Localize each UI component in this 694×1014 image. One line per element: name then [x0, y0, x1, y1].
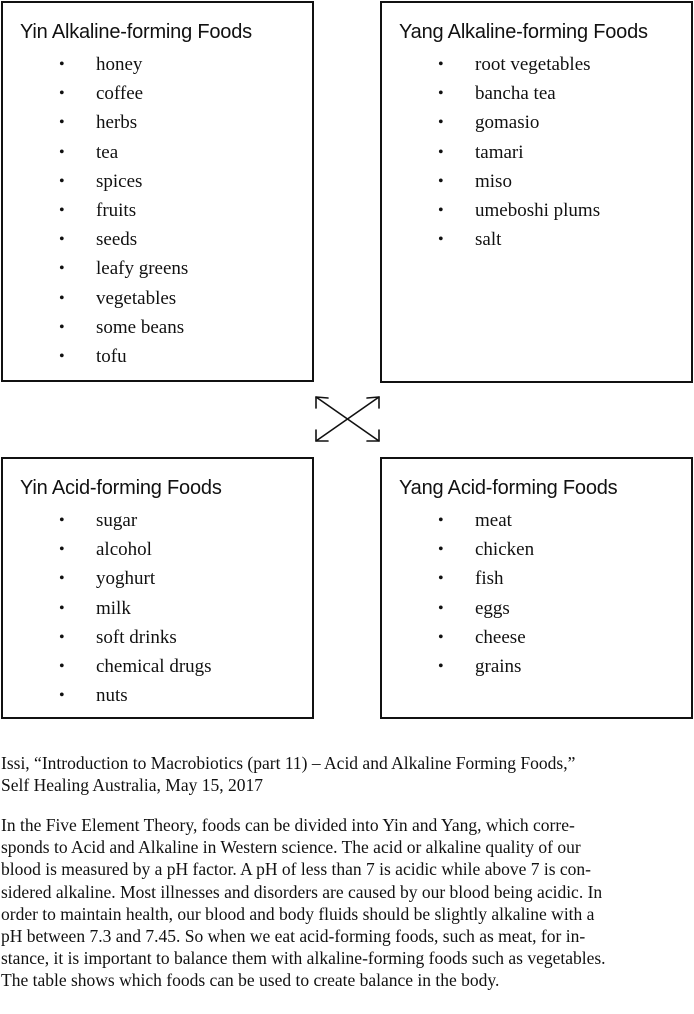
citation-line: Self Healing Australia, May 15, 2017: [1, 775, 263, 795]
list-item: [3, 594, 312, 623]
food-item: bancha tea: [475, 83, 556, 105]
food-item: tea: [96, 141, 119, 163]
yang-acid-foods-box: [380, 457, 693, 719]
bullet: •: [59, 657, 65, 675]
bullet: •: [59, 687, 65, 705]
food-list: [3, 50, 312, 371]
paragraph-line: sidered alkaline. Most illnesses and disorders are caused by our blood being acidic. In: [1, 881, 603, 902]
food-list: [382, 50, 691, 254]
bullet: •: [438, 56, 444, 73]
food-item: umeboshi plums: [475, 199, 601, 221]
list-item: [382, 652, 691, 681]
food-item: salt: [475, 229, 502, 251]
list-item: [3, 138, 312, 167]
food-item: yoghurt: [96, 568, 156, 590]
list-item: [3, 284, 312, 313]
food-item: some beans: [96, 316, 185, 338]
list-item: [382, 167, 691, 196]
bullet: •: [438, 512, 444, 529]
food-item: chemical drugs: [96, 655, 212, 677]
bullet: •: [438, 172, 444, 190]
box-title: Yin Acid-forming Foods: [20, 477, 222, 499]
bullet: •: [59, 347, 65, 365]
list-item: [3, 564, 312, 593]
food-item: spices: [96, 170, 143, 192]
bullet: •: [59, 318, 65, 336]
paragraph-line: blood is measured by a pH factor. A pH of less than 7 is acidic while above 7 is con-: [1, 859, 592, 880]
list-item: [382, 138, 691, 167]
food-item: meat: [475, 510, 512, 531]
list-item: [3, 225, 312, 254]
list-item: [382, 79, 691, 108]
citation-line: Issi, “Introduction to Macrobiotics (part 11) – Acid and Alkaline Forming Foods,”: [1, 753, 576, 773]
bullet: •: [59, 260, 65, 278]
list-item: [3, 167, 312, 196]
list-item: [382, 225, 691, 254]
food-item: milk: [96, 597, 131, 619]
list-item: [3, 50, 312, 79]
food-item: honey: [96, 54, 143, 75]
paragraph-line: The table shows which foods can be used to create balance in the body.: [1, 970, 500, 991]
yang-alkaline-foods-box: [380, 1, 693, 383]
bullet: •: [59, 599, 65, 617]
bullet: •: [438, 657, 444, 675]
list-item: [382, 196, 691, 225]
bullet: •: [59, 289, 65, 307]
bullet: •: [59, 85, 65, 103]
bullet: •: [438, 541, 444, 559]
food-item: seeds: [96, 229, 138, 251]
list-item: [382, 535, 691, 564]
source-citation: [1, 752, 691, 796]
bullet: •: [438, 599, 444, 617]
list-item: [382, 564, 691, 593]
bullet: •: [59, 231, 65, 249]
box-title: Yang Alkaline-forming Foods: [399, 21, 648, 43]
list-item: [382, 108, 691, 137]
food-item: root vegetables: [475, 54, 591, 75]
paragraph-line: sponds to Acid and Alkaline in Western science. The acid or alkaline quality of our: [1, 837, 581, 858]
bullet: •: [438, 570, 444, 588]
food-item: tamari: [475, 141, 524, 163]
food-item: cheese: [475, 626, 526, 648]
list-item: [3, 254, 312, 283]
food-item: eggs: [475, 597, 510, 619]
food-item: vegetables: [96, 287, 177, 309]
paragraph-line: order to maintain health, our blood and body fluids should be slightly alkaline with a: [1, 903, 595, 924]
food-item: alcohol: [96, 539, 152, 561]
bullet: •: [59, 541, 65, 559]
list-item: [3, 313, 312, 342]
food-item: gomasio: [475, 112, 540, 134]
food-item: herbs: [96, 112, 138, 134]
food-item: grains: [475, 655, 522, 677]
paragraph-line: In the Five Element Theory, foods can be divided into Yin and Yang, which corre-: [1, 815, 575, 835]
bullet: •: [438, 628, 444, 646]
paragraph-line: pH between 7.3 and 7.45. So when we eat acid-forming foods, such as meat, for in-: [1, 926, 586, 947]
bullet: •: [59, 56, 65, 73]
list-item: [382, 506, 691, 535]
food-item: soft drinks: [96, 626, 177, 648]
list-item: [3, 623, 312, 652]
list-item: [382, 623, 691, 652]
list-item: [3, 681, 312, 710]
food-item: coffee: [96, 83, 144, 105]
bullet: •: [59, 512, 65, 529]
list-item: [3, 506, 312, 535]
food-item: tofu: [96, 345, 127, 367]
body-paragraph: [1, 814, 691, 992]
bullet: •: [59, 143, 65, 161]
list-item: [3, 342, 312, 371]
bullet: •: [438, 85, 444, 103]
list-item: [3, 108, 312, 137]
food-list: [3, 506, 312, 710]
bullet: •: [438, 201, 444, 219]
yin-acid-foods-box: [1, 457, 314, 719]
box-title: Yin Alkaline-forming Foods: [20, 21, 252, 43]
yin-alkaline-foods-box: [1, 1, 314, 382]
crossed-arrows-icon: [300, 385, 395, 455]
bullet: •: [438, 114, 444, 132]
food-item: fish: [475, 568, 504, 590]
box-title: Yang Acid-forming Foods: [399, 477, 618, 499]
bullet: •: [438, 143, 444, 161]
bullet: •: [59, 114, 65, 132]
bullet: •: [59, 201, 65, 219]
list-item: [382, 594, 691, 623]
list-item: [3, 652, 312, 681]
food-item: chicken: [475, 539, 535, 561]
food-item: miso: [475, 170, 512, 192]
food-item: leafy greens: [96, 258, 189, 280]
paragraph-line: stance, it is important to balance them with alkaline-forming foods such as vegetables.: [1, 948, 606, 969]
bullet: •: [59, 172, 65, 190]
food-item: fruits: [96, 199, 137, 221]
list-item: [382, 50, 691, 79]
food-list: [382, 506, 691, 681]
bullet: •: [59, 570, 65, 588]
food-item: sugar: [96, 510, 138, 531]
bullet: •: [59, 628, 65, 646]
list-item: [3, 196, 312, 225]
food-item: nuts: [96, 685, 128, 707]
bullet: •: [438, 231, 444, 249]
list-item: [3, 79, 312, 108]
list-item: [3, 535, 312, 564]
